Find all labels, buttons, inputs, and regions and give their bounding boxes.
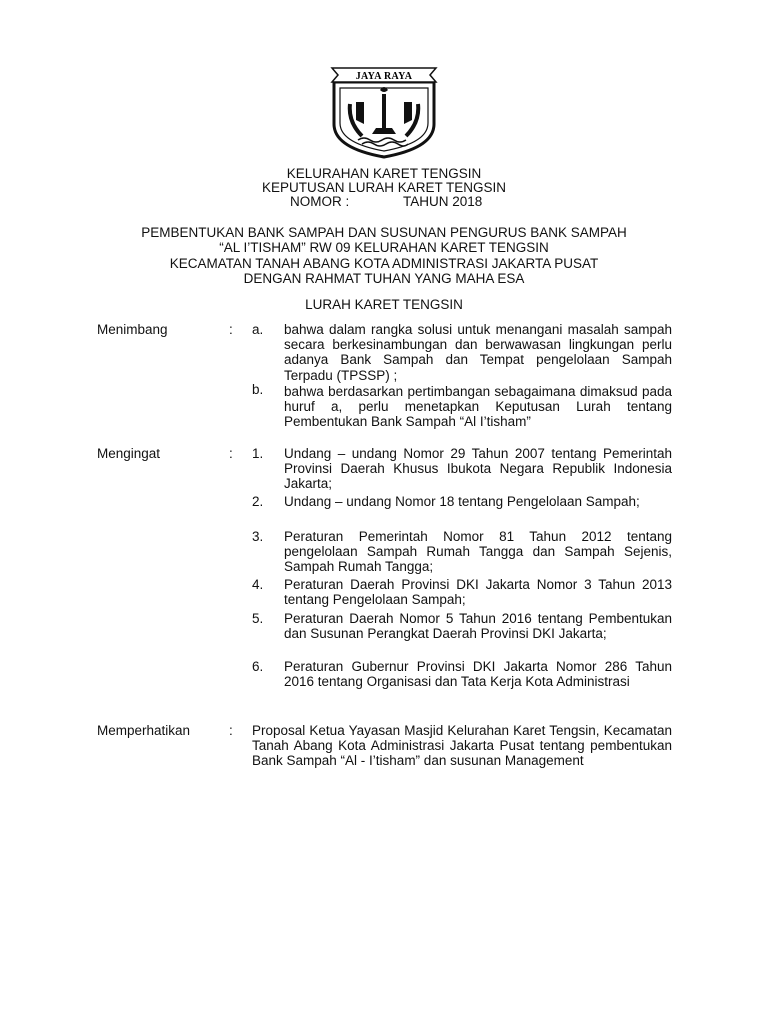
menimbang-item-b: bahwa berdasarkan pertimbangan sebagaimana dimaksud pada huruf a, perlu menetapkan Keputusan Lurah tentang Pembentukan Bank Sampah “Al I’tisham” — [284, 384, 672, 430]
memperhatikan-colon: : — [229, 723, 233, 738]
mengingat-item-1: Undang – undang Nomor 29 Tahun 2007 tentang Pemerintah Provinsi Daerah Khusus Ibukota Negara Republik Indonesia Jakarta; — [284, 446, 672, 492]
menimbang-colon: : — [229, 322, 233, 337]
signatory-title: LURAH KARET TENGSIN — [305, 297, 463, 312]
mengingat-item-2: Undang – undang Nomor 18 tentang Pengelolaan Sampah; — [284, 494, 640, 509]
emblem-banner-text: JAYA RAYA — [355, 71, 413, 82]
mengingat-item-6: Peraturan Gubernur Provinsi DKI Jakarta Nomor 286 Tahun 2016 tentang Organisasi dan Tata Kerja Kota Administrasi — [284, 659, 672, 690]
title-line-3: KECAMATAN TANAH ABANG KOTA ADMINISTRASI JAKARTA PUSAT — [169, 256, 599, 271]
jakarta-emblem — [330, 64, 438, 160]
title-line-1: PEMBENTUKAN BANK SAMPAH DAN SUSUNAN PENGURUS BANK SAMPAH — [141, 225, 627, 240]
mengingat-marker-3: 3. — [252, 529, 264, 544]
menimbang-item-a: bahwa dalam rangka solusi untuk menangani masalah sampah secara berkesinambungan dan berwawasan lingkungan perlu adanya Bank Sampah dan Tempat pengelolaan Sampah Terpadu (TPSSP) ; — [284, 322, 672, 383]
mengingat-colon: : — [229, 446, 233, 461]
mengingat-marker-5: 5. — [252, 611, 264, 626]
title-line-2: “AL I’TISHAM” RW 09 KELURAHAN KARET TENGSIN — [219, 240, 549, 255]
title-line-4: DENGAN RAHMAT TUHAN YANG MAHA ESA — [243, 271, 525, 286]
mengingat-marker-4: 4. — [252, 577, 264, 592]
menimbang-label: Menimbang — [97, 322, 168, 337]
mengingat-marker-1: 1. — [252, 446, 264, 461]
header-keputusan: KEPUTUSAN LURAH KARET TENGSIN — [261, 180, 507, 195]
mengingat-marker-6: 6. — [252, 659, 264, 674]
mengingat-item-3: Peraturan Pemerintah Nomor 81 Tahun 2012 tentang pengelolaan Sampah Rumah Tangga dan Sampah Sejenis, Sampah Rumah Tangga; — [284, 529, 672, 575]
mengingat-item-5: Peraturan Daerah Nomor 5 Tahun 2016 tentang Pembentukan dan Susunan Perangkat Daerah Provinsi DKI Jakarta; — [284, 611, 672, 642]
mengingat-item-4: Peraturan Daerah Provinsi DKI Jakarta Nomor 3 Tahun 2013 tentang Pengelolaan Sampah; — [284, 577, 672, 608]
menimbang-marker-b: b. — [252, 382, 264, 397]
memperhatikan-label: Memperhatikan — [97, 723, 191, 738]
menimbang-marker-a: a. — [252, 322, 264, 337]
mengingat-label: Mengingat — [97, 446, 161, 461]
nomor-year: TAHUN 2018 — [403, 194, 483, 209]
header-kelurahan: KELURAHAN KARET TENGSIN — [286, 166, 482, 181]
mengingat-marker-2: 2. — [252, 494, 264, 509]
nomor-label: NOMOR : — [290, 194, 350, 209]
memperhatikan-text: Proposal Ketua Yayasan Masjid Kelurahan Karet Tengsin, Kecamatan Tanah Abang Kota Administrasi Jakarta Pusat tentang pembentukan Bank Sampah “Al - I’tisham” dan susunan Management — [252, 723, 672, 769]
